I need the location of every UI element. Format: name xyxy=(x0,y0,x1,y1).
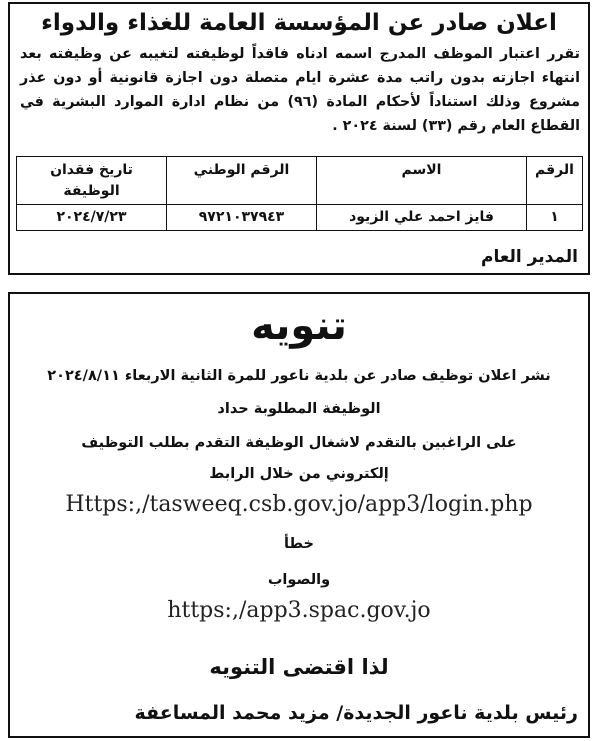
correction-title: تنويه xyxy=(251,303,347,349)
correction-notice xyxy=(8,292,590,738)
wrong-label: خطأ xyxy=(283,536,315,552)
column-header-number: الرقم xyxy=(527,157,583,205)
cell-name: فايز احمد علي الزيود xyxy=(317,205,527,231)
wrong-url: Https:,/tasweeq.csb.gov.jo/app3/login.php xyxy=(65,492,533,517)
column-header-loss-date: تاريخ فقدان الوظيفة xyxy=(17,157,167,205)
job-loss-notice xyxy=(8,2,590,275)
cell-loss-date: ٢٠٢٤/٧/٢٣ xyxy=(17,205,167,231)
table-row xyxy=(17,205,583,231)
link-intro-line: إلكتروني من خلال الرابط xyxy=(209,466,389,482)
cell-number: ١ xyxy=(527,205,583,231)
table-header-row xyxy=(17,157,583,205)
correct-label: والصواب xyxy=(267,572,331,588)
notice-title: اعلان صادر عن المؤسسة العامة للغذاء والدواء xyxy=(41,10,557,36)
correct-url: https:,/app3.spac.gov.jo xyxy=(167,598,431,623)
column-header-name: الاسم xyxy=(317,157,527,205)
job-line: الوظيفة المطلوبة حداد xyxy=(217,401,381,417)
notice-body: تقرر اعتبار الموظف المدرج اسمه ادناه فاقداً لوظيفته لتغيبه عن وظيفته بعد انتهاء اجازته بدون راتب مدة عشرة ايام متصلة دون اجازة قانونية أو دون عذر مشروع وذلك استناداً لأحكام المادة (٩٦) من نظام ادارة الموارد البشرية في القطاع العام رقم (٣٣) لسنة ٢٠٢٤ . xyxy=(20,46,580,134)
final-statement: لذا اقتضى التنويه xyxy=(209,655,389,679)
column-header-national-id: الرقم الوطني xyxy=(167,157,317,205)
announcement-line: نشر اعلان توظيف صادر عن بلدية ناعور للمرة الثانية الاربعاء ٢٠٢٤/٨/١١ xyxy=(47,368,551,384)
cell-national-id: ٩٧٢١٠٣٧٩٤٣ xyxy=(167,205,317,231)
signer: المدير العام xyxy=(481,247,578,267)
employee-table xyxy=(16,156,583,231)
signature-line: رئيس بلدية ناعور الجديدة/ مزيد محمد المساعفة xyxy=(134,702,578,724)
apply-line: على الراغبين بالتقدم لاشغال الوظيفة التقدم بطلب التوظيف xyxy=(81,435,517,451)
